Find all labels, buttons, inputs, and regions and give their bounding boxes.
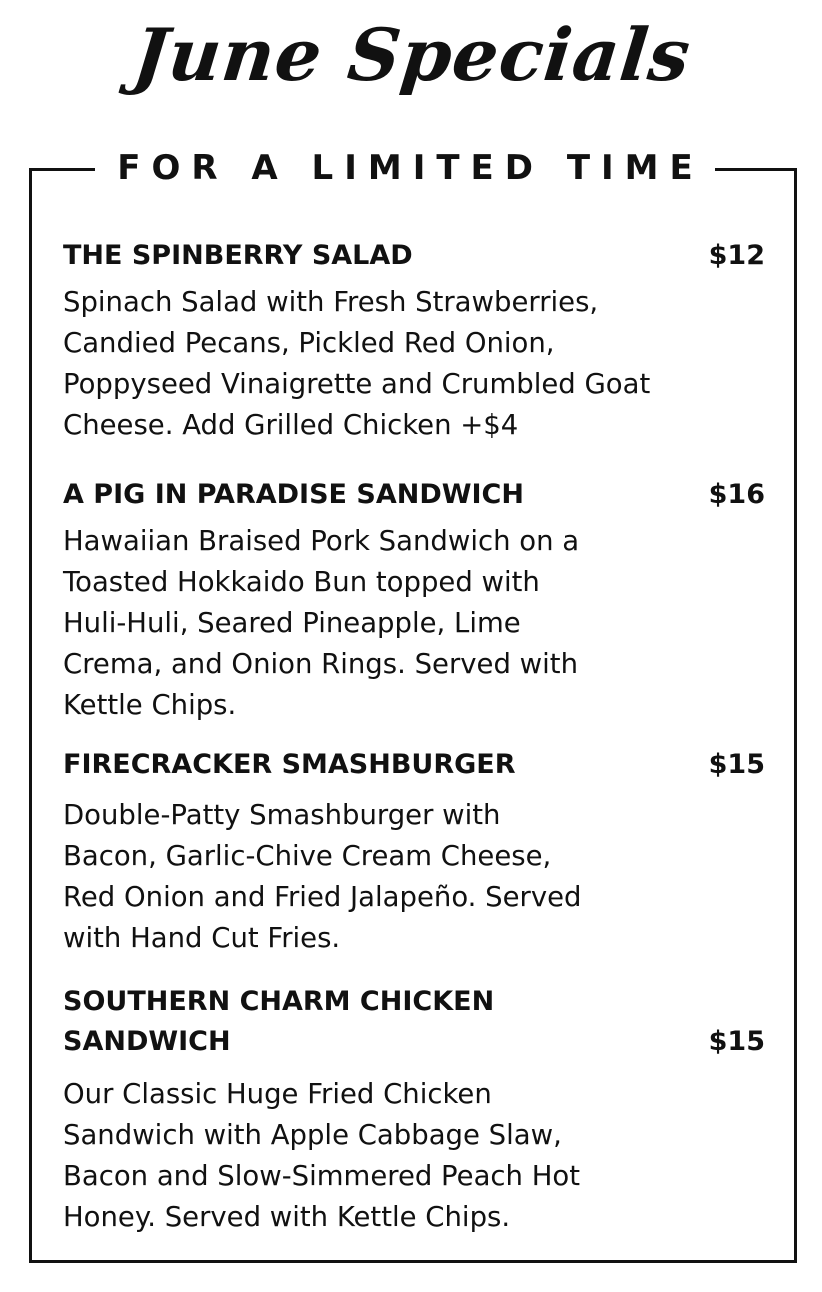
menu-item-name: FIRECRACKER SMASHBURGER [63,749,516,780]
menu-item-description: Our Classic Huge Fried Chicken Sandwich with Apple Cabbage Slaw, Bacon and Slow-Simmered Peach Hot Honey. Served with Kettle Chips. [63,1078,581,1233]
menu-item-description: Hawaiian Braised Pork Sandwich on a Toasted Hokkaido Bun topped with Huli-Huli, Seared Pineapple, Lime Crema, and Onion Rings. Served with Kettle Chips. [63,525,580,721]
menu-item-name: SOUTHERN CHARM CHICKEN SANDWICH [63,986,495,1057]
menu-item-name: THE SPINBERRY SALAD [63,240,413,271]
page-title: June Specials [129,12,695,97]
menu-item-price: $15 [708,749,765,780]
menu-item-price: $16 [708,479,765,510]
menu-item-description: Spinach Salad with Fresh Strawberries, Candied Pecans, Pickled Red Onion, Poppyseed Vinaigrette and Crumbled Goat Cheese. Add Grilled Chicken +$4 [63,286,651,441]
menu-item-description: Double-Patty Smashburger with Bacon, Garlic-Chive Cream Cheese, Red Onion and Fried Jalapeño. Served with Hand Cut Fries. [63,799,582,954]
menu-item-name: A PIG IN PARADISE SANDWICH [63,479,524,510]
limited-time-banner: FOR A LIMITED TIME [95,145,715,191]
menu-item-price: $12 [708,240,765,271]
menu-item-price: $15 [708,1026,765,1057]
